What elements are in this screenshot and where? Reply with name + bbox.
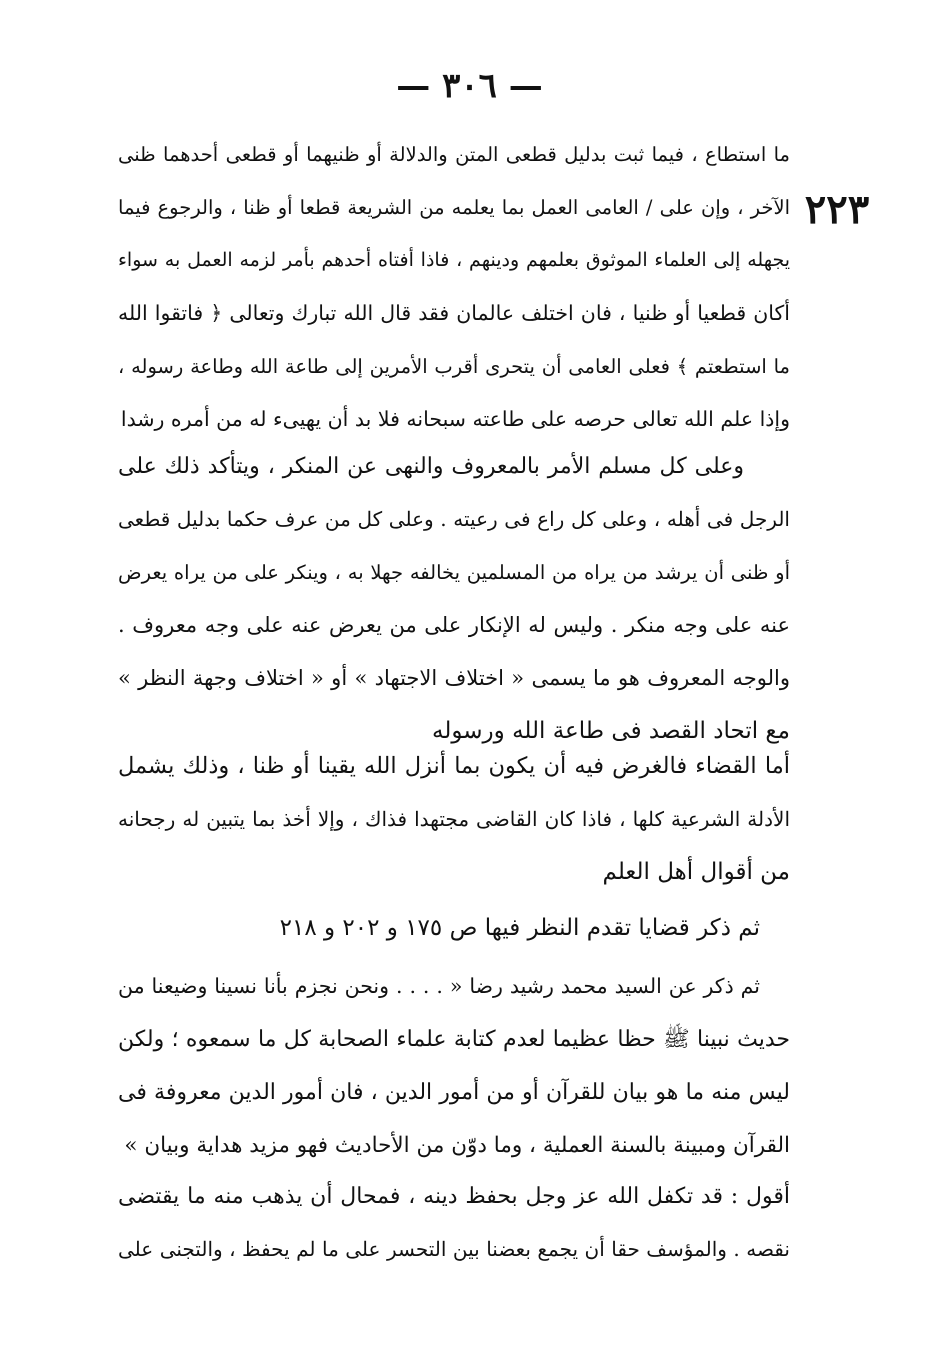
paragraph-2 [118, 440, 790, 758]
text-line: ما استطاع ، فيما ثبت بدليل قطعى المتن والدلالة أو ظنيهما أو قطعى أحدهما ظنى [118, 143, 790, 166]
text-line: أكان قطعيا أو ظنيا ، فان اختلف عالمان فقد قال الله تبارك وتعالى ﴿ فاتقوا الله [118, 301, 790, 325]
text-line: القرآن ومبينة بالسنة العملية ، وما دوّن من الأحاديث فهو مزيد هداية وبيان » [124, 1133, 790, 1158]
text-line: وعلى كل مسلم الأمر بالمعروف والنهى عن المنكر ، ويتأكد ذلك على [118, 454, 744, 479]
text-line: مع اتحاد القصد فى طاعة الله ورسوله [432, 718, 790, 744]
text-line: الرجل فى أهله ، وعلى كل راع فى رعيته . وعلى كل من عرف حكما بدليل قطعى [118, 507, 790, 531]
text-line: ثم ذكر قضايا تقدم النظر فيها ص ١٧٥ و ٢٠٢ و ٢١٨ [279, 915, 760, 941]
text-line: الأدلة الشرعية كلها ، فاذا كان القاضى مجتهدا فذاك ، وإلا أخذ بما يتبين له رجحانه [118, 807, 790, 831]
text-line: أقول : قد تكفل الله عز وجل بحفظ دينه ، فمحال أن يذهب منه ما يقتضى [118, 1184, 790, 1209]
page-number: — ٣٠٦ — [396, 66, 543, 106]
text-line: ليس منه ما هو بيان للقرآن أو من أمور الدين ، فان أمور الدين معروفة فى [118, 1080, 790, 1105]
text-line: يجهله إلى العلماء الموثوق بعلمهم ودينهم ، فاذا أفتاه أحدهم بأمر لزمه العمل به سواء [118, 249, 790, 271]
text-line: من أقوال أهل العلم [602, 859, 790, 885]
paragraph-1 [118, 128, 790, 446]
text-line: وإذا علم الله تعالى حرصه على طاعته سبحانه فلا بد أن يهيىء له من أمره رشدا [120, 407, 790, 431]
paragraph-4 [118, 902, 790, 955]
text-line: حديث نبينا ﷺ حظا عظيما لعدم كتابة علماء الصحابة كل ما سمعوه ؛ ولكن [118, 1027, 790, 1052]
text-line: نقصه . والمؤسف حقا أن يجمع بعضنا بين التحسر على ما لم يحفظ ، والتجنى على [118, 1237, 790, 1261]
paragraph-5 [118, 960, 790, 1172]
text-line: الآخر ، وإن على / العامى العمل بما يعلمه من الشريعة قطعا أو ظنا ، والرجوع فيما [118, 196, 790, 219]
margin-page-number: ٢٢٣ [804, 186, 870, 233]
text-line: عنه على وجه منكر . وليس له الإنكار على من يعرض عنه على وجه معروف . [118, 613, 790, 637]
text-line: ما استطعتم ﴾ فعلى العامى أن يتحرى أقرب الأمرين إلى طاعة الله وطاعة رسوله ، [118, 355, 790, 378]
text-line: أو ظنى أن يرشد من يراه من المسلمين يخالفه جهلا به ، وينكر على من يراه يعرض [118, 561, 790, 584]
text-line: والوجه المعروف هو ما يسمى « اختلاف الاجتهاد » أو « اختلاف وجهة النظر » [118, 666, 790, 690]
paragraph-3 [118, 740, 790, 899]
text-line: أما القضاء فالغرض فيه أن يكون بما أنزل الله يقينا أو ظنا ، وذلك يشمل [118, 753, 790, 779]
text-line: ثم ذكر عن السيد محمد رشيد رضا « . . . . ونحن نجزم بأنا نسينا وضيعنا من [118, 974, 760, 998]
paragraph-6 [118, 1170, 790, 1276]
